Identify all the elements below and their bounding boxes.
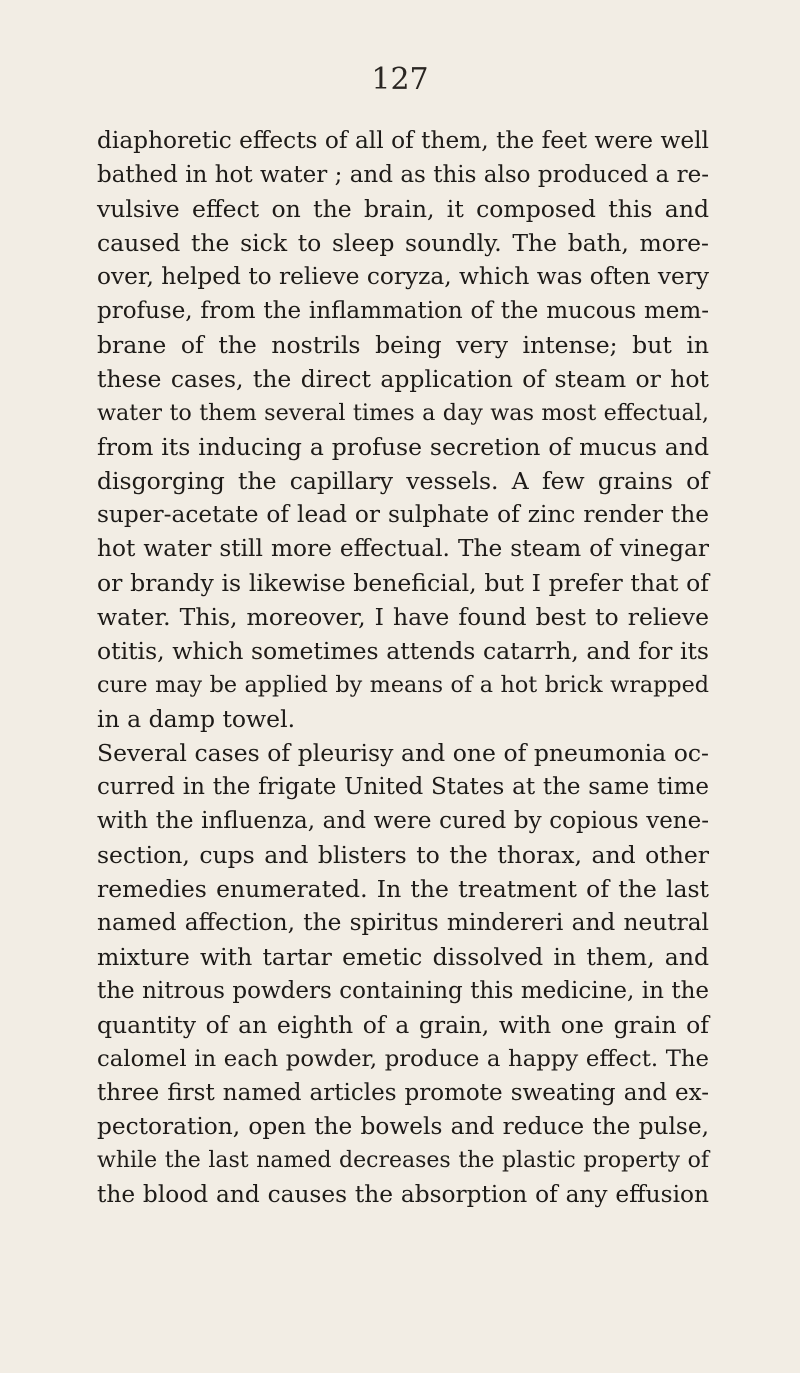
text-line: curred in the frigate United States at the same time	[97, 774, 709, 800]
text-line: while the last named decreases the plastic property of	[97, 1148, 709, 1173]
text-line: the blood and causes the absorption of any effusion	[97, 1181, 709, 1208]
text-line: vulsive effect on the brain, it composed this and	[97, 195, 709, 223]
text-line: from its inducing a profuse secretion of mucus and	[97, 433, 709, 461]
text-line: super-acetate of lead or sulphate of zinc render the	[97, 501, 709, 528]
text-line: bathed in hot water ; and as this also produced a re-	[97, 162, 709, 188]
text-line: diaphoretic effects of all of them, the feet were well	[97, 127, 709, 154]
text-line: three first named articles promote sweating and ex-	[97, 1080, 709, 1106]
paragraph-start-line: Several cases of pleurisy and one of pneumonia oc-	[97, 739, 709, 767]
text-line: mixture with tartar emetic dissolved in them, and	[97, 943, 709, 971]
text-line: pectoration, open the bowels and reduce the pulse,	[97, 1113, 709, 1140]
text-line: with the influenza, and were cured by copious vene-	[97, 808, 709, 834]
text-line: hot water still more effectual. The steam of vinegar	[97, 535, 709, 562]
text-line: over, helped to relieve coryza, which was often very	[97, 263, 709, 290]
text-line: the nitrous powders containing this medicine, in the	[97, 978, 709, 1004]
text-line: these cases, the direct application of steam or hot	[97, 365, 709, 393]
text-line: brane of the nostrils being very intense; but in	[97, 331, 709, 359]
text-line: disgorging the capillary vessels. A few grains of	[97, 467, 709, 495]
text-line: remedies enumerated. In the treatment of the last	[97, 875, 709, 903]
text-line: profuse, from the inflammation of the mucous mem-	[97, 298, 709, 324]
text-line: cure may be applied by means of a hot brick wrapped	[97, 672, 709, 698]
paragraph-end-line: in a damp towel.	[97, 705, 296, 733]
text-line: water. This, moreover, I have found best to relieve	[97, 603, 709, 631]
text-line: quantity of an eighth of a grain, with one grain of	[97, 1011, 709, 1039]
text-line: named affection, the spiritus mindereri and neutral	[97, 909, 709, 936]
text-line: otitis, which sometimes attends catarrh, and for its	[97, 637, 709, 665]
text-line: water to them several times a day was most effectual,	[97, 400, 709, 426]
page-number: 127	[371, 62, 429, 97]
body-text	[97, 124, 709, 1212]
text-line: or brandy is likewise beneficial, but I prefer that of	[97, 569, 709, 597]
text-line: caused the sick to sleep soundly. The bath, more-	[97, 229, 709, 257]
text-line: section, cups and blisters to the thorax, and other	[97, 841, 709, 869]
text-line: calomel in each powder, produce a happy effect. The	[97, 1046, 709, 1072]
